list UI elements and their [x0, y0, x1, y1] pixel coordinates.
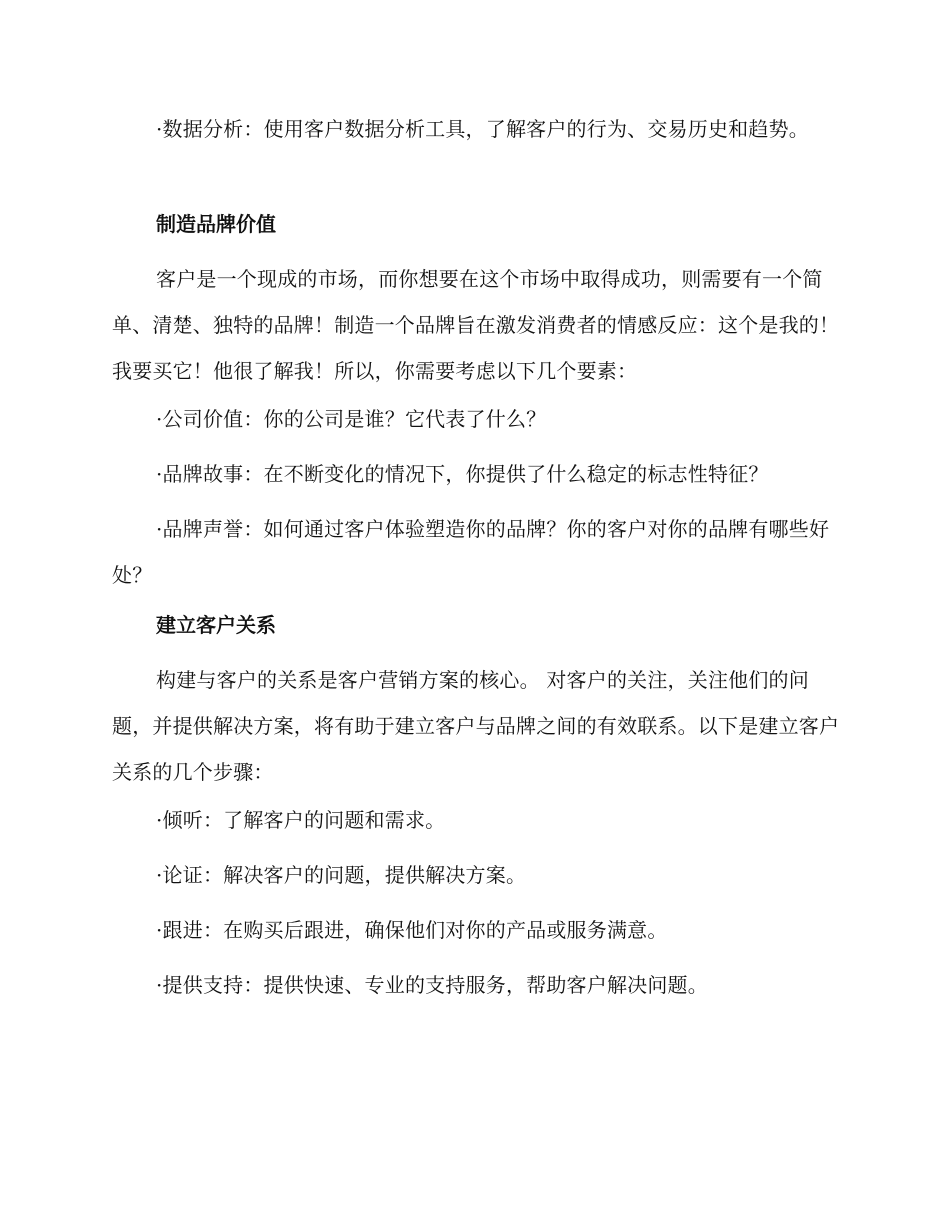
section-heading-customer-relations: 建立客户关系 — [156, 613, 276, 637]
bullet-argue: ·论证：解决客户的问题，提供解决方案。 — [156, 863, 527, 887]
bullet-company-value: ·公司价值：你的公司是谁？它代表了什么？ — [156, 407, 547, 431]
bullet-brand-story: ·品牌故事：在不断变化的情况下，你提供了什么稳定的标志性特征？ — [156, 462, 769, 486]
section-heading-brand-value: 制造品牌价值 — [156, 212, 276, 236]
bullet-brand-reputation: ·品牌声誉：如何通过客户体验塑造你的品牌？你的客户对你的品牌有哪些好处？ — [112, 517, 830, 587]
paragraph-brand-intro: 客户是一个现成的市场，而你想要在这个市场中取得成功，则需要有一个简单、清楚、独特的品牌！制造一个品牌旨在激发消费者的情感反应：这个是我的！我要买它！他很了解我！所以，你需要考虑以下几个要素： — [112, 267, 840, 383]
paragraph-relations-intro: 构建与客户的关系是客户营销方案的核心。 对客户的关注，关注他们的问题，并提供解决方案，将有助于建立客户与品牌之间的有效联系。以下是建立客户关系的几个步骤： — [112, 668, 840, 784]
bullet-listen: ·倾听：了解客户的问题和需求。 — [156, 808, 446, 832]
bullet-provide-support: ·提供支持：提供快速、专业的支持服务，帮助客户解决问题。 — [156, 973, 708, 997]
bullet-follow-up: ·跟进：在购买后跟进，确保他们对你的产品或服务满意。 — [156, 918, 668, 942]
bullet-data-analysis: ·数据分析：使用客户数据分析工具，了解客户的行为、交易历史和趋势。 — [156, 117, 809, 141]
